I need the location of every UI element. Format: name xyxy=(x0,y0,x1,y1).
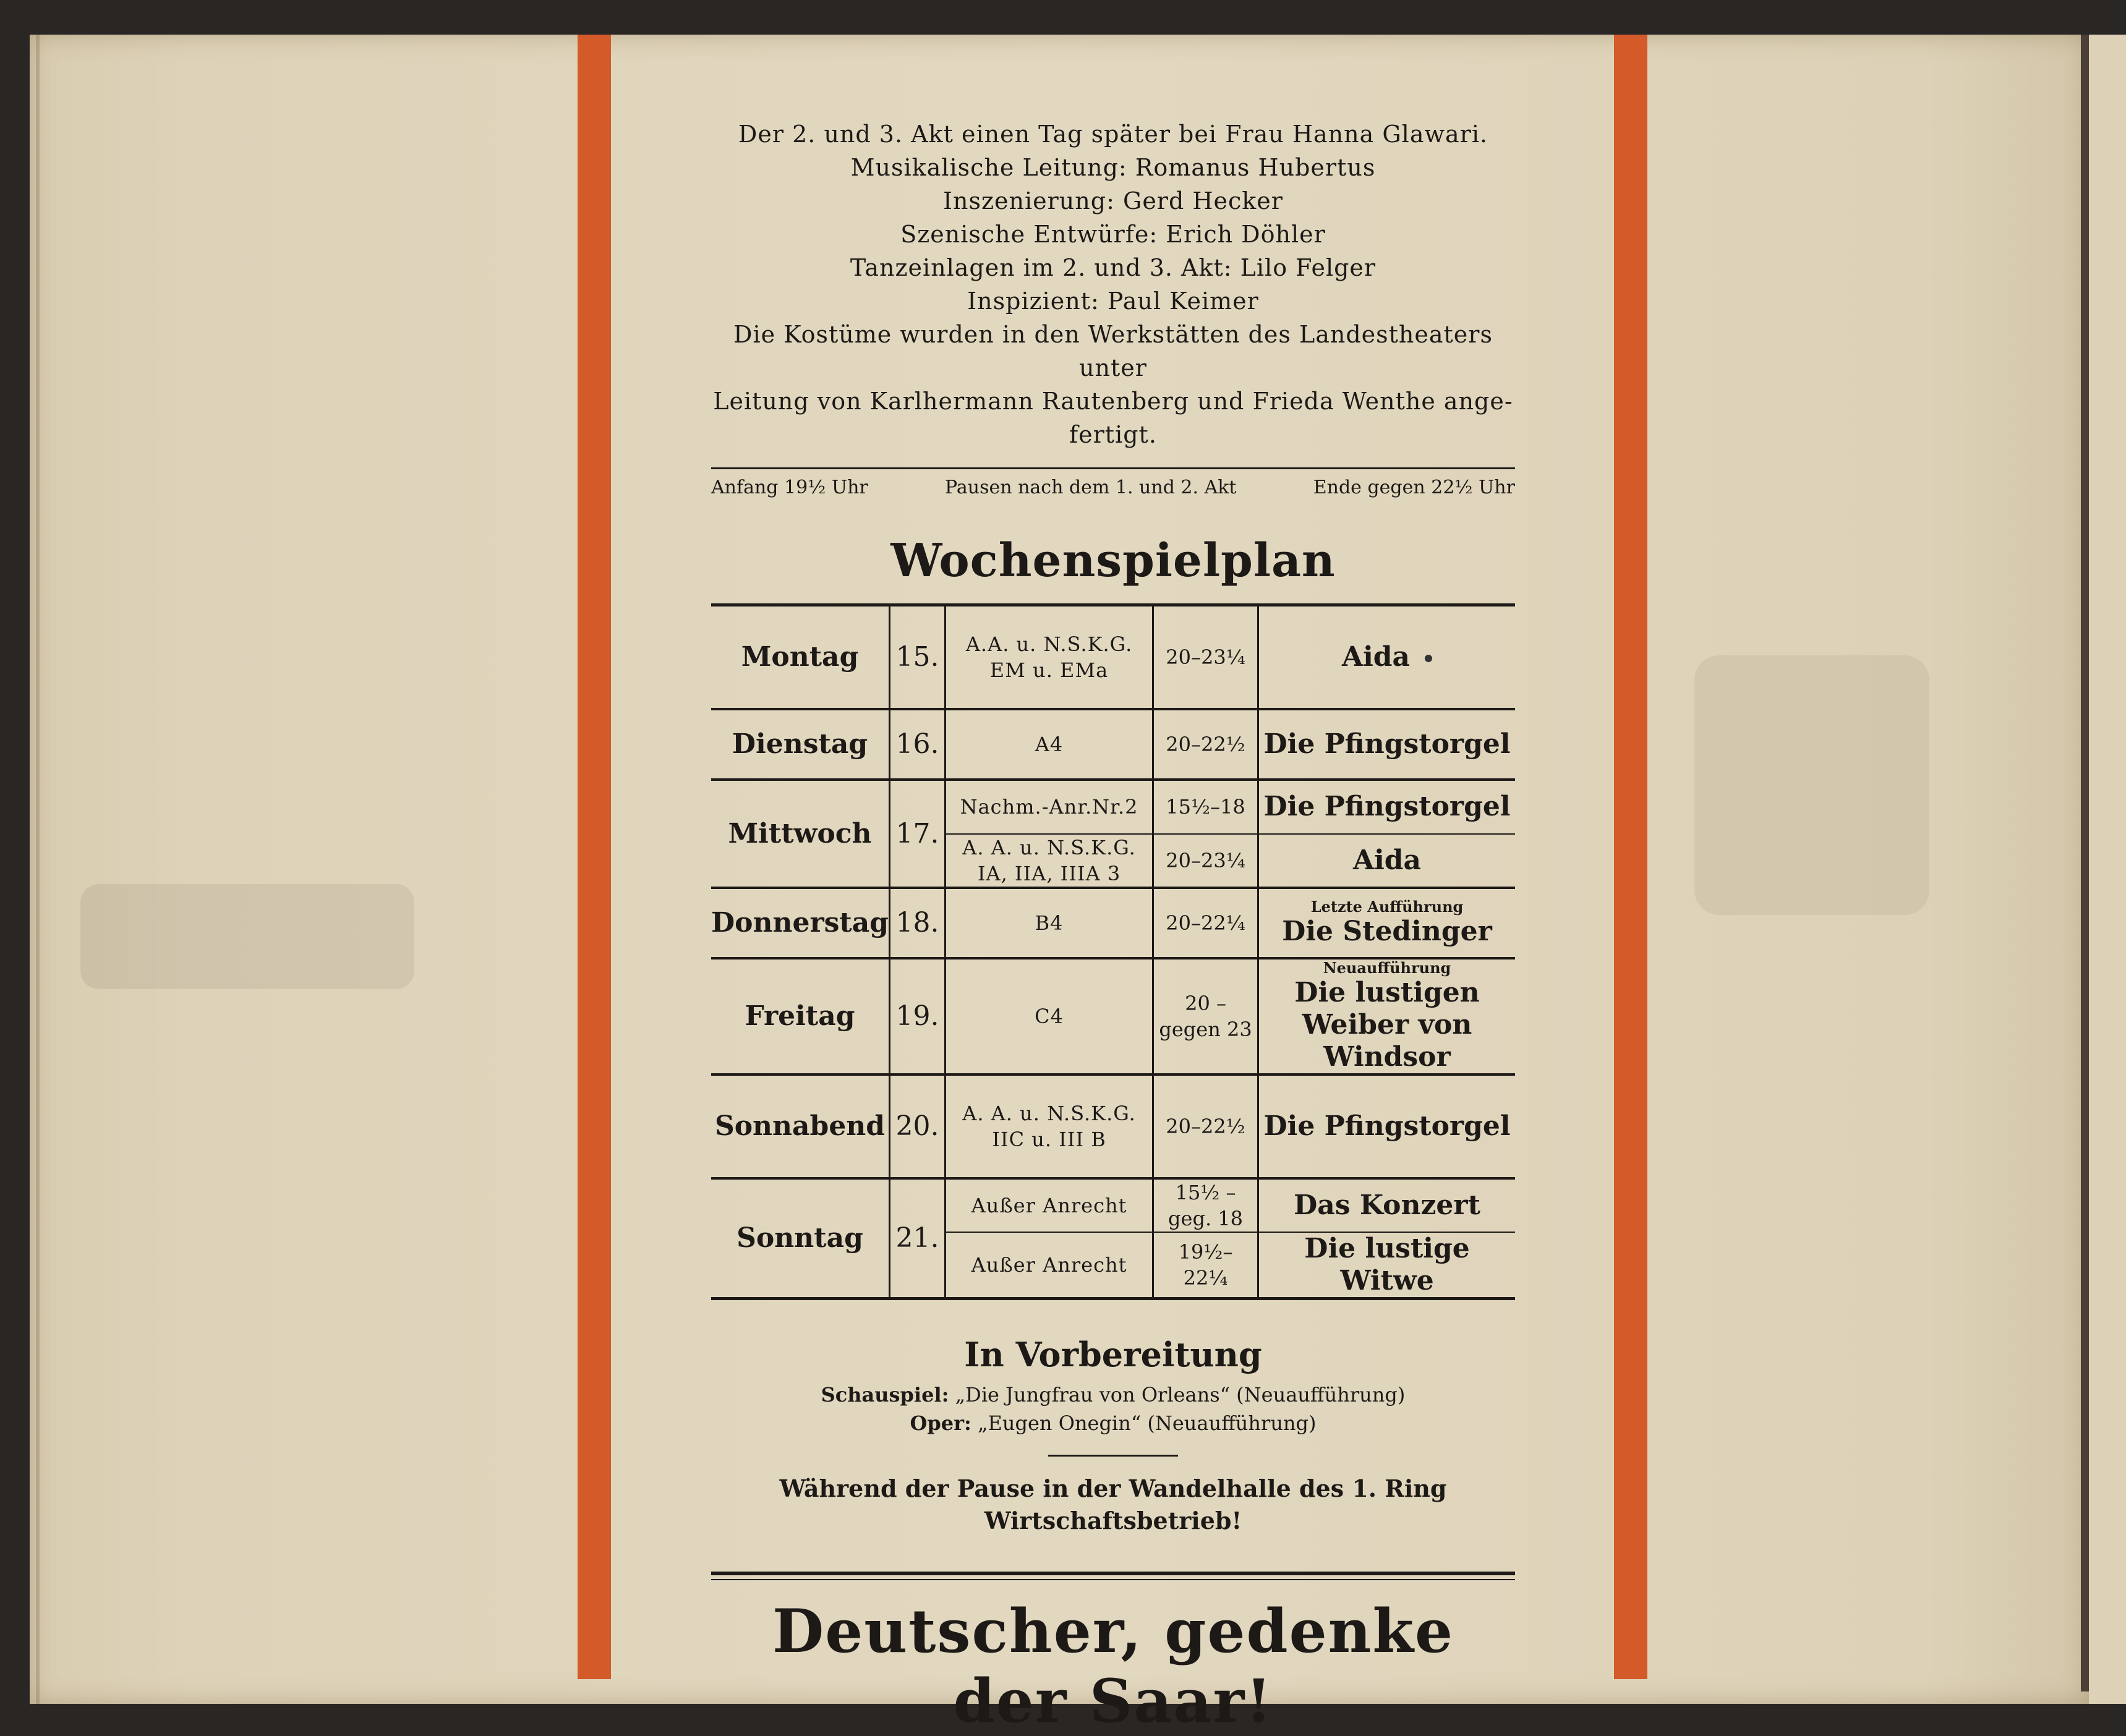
subscription-cell: Außer Anrecht xyxy=(946,1232,1153,1299)
title-cell xyxy=(1258,605,1515,709)
performance-times xyxy=(711,467,1515,498)
day-cell: Montag xyxy=(711,605,890,709)
subscription-cell: A.A. u. N.S.K.G. EM u. EMa xyxy=(946,605,1153,709)
credit-line: Tanzeinlagen im 2. und 3. Akt: Lilo Felger xyxy=(850,254,1377,281)
title-cell xyxy=(1258,958,1515,1074)
end-time: Ende gegen 22½ Uhr xyxy=(1313,477,1515,498)
day-cell: Mittwoch xyxy=(711,780,890,888)
table-row xyxy=(711,888,1515,958)
time-cell: 15½ – geg. 18 xyxy=(1153,1178,1258,1232)
weekly-plan-title: Wochenspielplan xyxy=(890,534,1336,587)
credit-line: Szenische Entwürfe: Erich Döhler xyxy=(900,221,1326,248)
date-cell: 21. xyxy=(890,1178,946,1299)
date-cell: 17. xyxy=(890,780,946,888)
day-cell: Sonnabend xyxy=(711,1074,890,1178)
credit-line: Inspizient: Paul Keimer xyxy=(967,287,1259,315)
credit-line: Die Kostüme wurden in den Werkstätten des Landestheaters unter xyxy=(733,321,1493,381)
title-cell xyxy=(1258,888,1515,958)
credit-line: Leitung von Karlhermann Rautenberg und Frieda Wenthe ange- xyxy=(713,388,1513,415)
play-title: Die Stedinger xyxy=(1282,915,1492,947)
time-cell: 20–22½ xyxy=(1153,1074,1258,1178)
play-title: Die lustigen Weiber von Windsor xyxy=(1294,976,1480,1073)
date-cell: 20. xyxy=(890,1074,946,1178)
table-row xyxy=(711,709,1515,780)
start-time: Anfang 19½ Uhr xyxy=(711,477,868,498)
credit-line: Musikalische Leitung: Romanus Hubertus xyxy=(850,154,1376,181)
table-row xyxy=(711,1074,1515,1178)
prep-label: Oper: xyxy=(910,1411,971,1435)
subscription-cell: B4 xyxy=(946,888,1153,958)
subscription-cell: A4 xyxy=(946,709,1153,780)
time-cell: 20–23¼ xyxy=(1153,834,1258,888)
in-preparation-list xyxy=(711,1381,1515,1437)
table-row xyxy=(711,780,1515,834)
day-cell: Sonntag xyxy=(711,1178,890,1299)
play-title: Aida xyxy=(1258,834,1515,888)
play-title: Das Konzert xyxy=(1258,1178,1515,1232)
date-cell: 15. xyxy=(890,605,946,709)
play-title: Die Pfingstorgel xyxy=(1258,780,1515,834)
table-row xyxy=(711,1178,1515,1232)
table-row xyxy=(711,958,1515,1074)
prep-label: Schauspiel: xyxy=(821,1382,949,1406)
time-cell: 20–23¼ xyxy=(1153,605,1258,709)
prep-schauspiel xyxy=(711,1381,1515,1409)
right-orange-stripe xyxy=(1614,35,1647,1679)
play-title: Die Pfingstorgel xyxy=(1258,709,1515,780)
bleed-through-left xyxy=(80,884,414,989)
credits-block xyxy=(711,117,1515,451)
day-cell: Dienstag xyxy=(711,709,890,780)
time-cell: 20–22¼ xyxy=(1153,888,1258,958)
pause-info: Pausen nach dem 1. und 2. Akt xyxy=(945,477,1237,498)
play-title: Die Pfingstorgel xyxy=(1258,1074,1515,1178)
date-cell: 18. xyxy=(890,888,946,958)
table-row xyxy=(711,605,1515,709)
intermission-notice xyxy=(711,1473,1515,1537)
divider xyxy=(1048,1455,1178,1457)
time-cell: 20–22½ xyxy=(1153,709,1258,780)
play-title: Aida xyxy=(1341,640,1411,673)
performance-note: Letzte Aufführung xyxy=(1310,897,1464,916)
subscription-cell: C4 xyxy=(946,958,1153,1074)
performance-note: Neuaufführung xyxy=(1323,958,1451,977)
play-title: Die lustige Witwe xyxy=(1258,1232,1515,1299)
date-cell: 16. xyxy=(890,709,946,780)
notice-line: Während der Pause in der Wandelhalle des 1. Ring xyxy=(779,1474,1447,1502)
program-content xyxy=(711,117,1515,1736)
weekly-schedule-table xyxy=(711,603,1515,1300)
time-cell: 15½–18 xyxy=(1153,780,1258,834)
ink-dot xyxy=(1425,655,1432,662)
prep-value: „Eugen Onegin“ (Neuaufführung) xyxy=(977,1411,1317,1435)
slogan: Deutscher, gedenke der Saar! xyxy=(772,1596,1454,1736)
notice-line: Wirtschaftsbetrieb! xyxy=(984,1506,1242,1534)
left-orange-stripe xyxy=(578,35,611,1679)
credit-line: Inszenierung: Gerd Hecker xyxy=(943,187,1283,215)
subscription-cell: A. A. u. N.S.K.G. IA, IIA, IIIA 3 xyxy=(946,834,1153,888)
subscription-cell: A. A. u. N.S.K.G. IIC u. III B xyxy=(946,1074,1153,1178)
bleed-through-right xyxy=(1694,655,1929,915)
subscription-cell: Nachm.-Anr.Nr.2 xyxy=(946,780,1153,834)
page-edge-left xyxy=(36,35,40,1704)
credit-line: fertigt. xyxy=(1069,421,1157,448)
day-cell: Donnerstag xyxy=(711,888,890,958)
time-cell: 19½– 22¼ xyxy=(1153,1232,1258,1299)
subscription-cell: Außer Anrecht xyxy=(946,1178,1153,1232)
prep-value: „Die Jungfrau von Orleans“ (Neuaufführung) xyxy=(955,1382,1406,1406)
credit-line: Der 2. und 3. Akt einen Tag später bei Frau Hanna Glawari. xyxy=(738,121,1488,148)
time-cell: 20 – gegen 23 xyxy=(1153,958,1258,1074)
in-preparation-title: In Vorbereitung xyxy=(964,1334,1262,1374)
double-divider xyxy=(711,1572,1515,1580)
date-cell: 19. xyxy=(890,958,946,1074)
day-cell: Freitag xyxy=(711,958,890,1074)
prep-oper xyxy=(711,1409,1515,1437)
next-page-sliver xyxy=(2089,35,2126,1704)
